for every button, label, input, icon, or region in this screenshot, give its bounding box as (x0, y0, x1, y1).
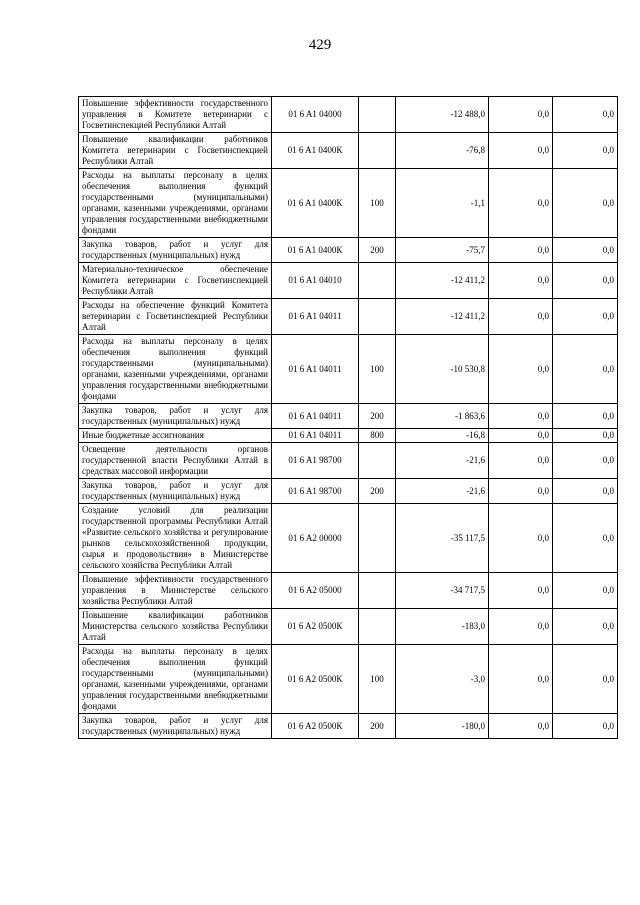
table-row (79, 133, 618, 169)
row-sum-cell: -10 530,8 (396, 335, 489, 404)
table-row (79, 429, 618, 443)
row-value2-cell: 0,0 (489, 169, 553, 238)
row-type-cell: 200 (359, 238, 396, 263)
row-code-cell: 01 6 A2 0500К (272, 609, 359, 645)
row-type-cell: 100 (359, 645, 396, 714)
row-value3-cell: 0,0 (553, 645, 618, 714)
row-value2-cell: 0,0 (489, 504, 553, 573)
row-code-cell: 01 6 A1 04011 (272, 335, 359, 404)
table-row (79, 609, 618, 645)
row-value2-cell: 0,0 (489, 97, 553, 133)
budget-table (78, 96, 618, 739)
row-value3-cell: 0,0 (553, 443, 618, 479)
row-value2-cell: 0,0 (489, 263, 553, 299)
row-value2-cell: 0,0 (489, 573, 553, 609)
row-name-cell: Расходы на выплаты персоналу в целях обеспечения выполнения функций государственными (муниципальными) органами, казенными учреждениями, органами управления государственными внебюджетными фондами (79, 645, 272, 714)
page-number: 429 (308, 37, 332, 53)
row-name-cell: Повышение эффективности государственного управления в Комитете ветеринарии с Госветинспекцией Республики Алтай (79, 97, 272, 133)
row-type-cell (359, 263, 396, 299)
row-type-cell: 100 (359, 169, 396, 238)
row-type-cell: 800 (359, 429, 396, 443)
table-row (79, 169, 618, 238)
table-row (79, 299, 618, 335)
row-code-cell: 01 6 A2 00000 (272, 504, 359, 573)
row-name-cell: Закупка товаров, работ и услуг для государственных (муниципальных) нужд (79, 479, 272, 504)
row-code-cell: 01 6 A1 98700 (272, 443, 359, 479)
table-row (79, 263, 618, 299)
table-row (79, 404, 618, 429)
row-type-cell (359, 133, 396, 169)
row-code-cell: 01 6 A1 98700 (272, 479, 359, 504)
row-sum-cell: -76,8 (396, 133, 489, 169)
row-sum-cell: -34 717,5 (396, 573, 489, 609)
row-value3-cell: 0,0 (553, 238, 618, 263)
row-sum-cell: -1 863,6 (396, 404, 489, 429)
table-row (79, 645, 618, 714)
row-code-cell: 01 6 A1 04010 (272, 263, 359, 299)
row-value2-cell: 0,0 (489, 479, 553, 504)
row-value2-cell: 0,0 (489, 299, 553, 335)
row-value2-cell: 0,0 (489, 429, 553, 443)
row-value3-cell: 0,0 (553, 429, 618, 443)
row-type-cell: 200 (359, 479, 396, 504)
row-name-cell: Расходы на выплаты персоналу в целях обеспечения выполнения функций государственными (муниципальными) органами, казенными учреждениями, органами управления государственными внебюджетными фондами (79, 335, 272, 404)
row-name-cell: Расходы на выплаты персоналу в целях обеспечения выполнения функций государственными (муниципальными) органами, казенными учреждениями, органами управления государственными внебюджетными фондами (79, 169, 272, 238)
row-sum-cell: -35 117,5 (396, 504, 489, 573)
table-row (79, 238, 618, 263)
row-type-cell (359, 299, 396, 335)
row-name-cell: Материально-техническое обеспечение Комитета ветеринарии с Госветинспекцией Республики Алтай (79, 263, 272, 299)
row-value2-cell: 0,0 (489, 133, 553, 169)
row-sum-cell: -183,0 (396, 609, 489, 645)
row-code-cell: 01 6 A1 04011 (272, 429, 359, 443)
row-value3-cell: 0,0 (553, 133, 618, 169)
row-sum-cell: -180,0 (396, 714, 489, 739)
row-code-cell: 01 6 A1 0400К (272, 238, 359, 263)
table-row (79, 443, 618, 479)
row-sum-cell: -16,8 (396, 429, 489, 443)
row-code-cell: 01 6 A1 04011 (272, 404, 359, 429)
row-sum-cell: -12 411,2 (396, 263, 489, 299)
row-type-cell: 100 (359, 335, 396, 404)
table-row (79, 97, 618, 133)
row-type-cell (359, 443, 396, 479)
row-name-cell: Закупка товаров, работ и услуг для государственных (муниципальных) нужд (79, 714, 272, 739)
row-value2-cell: 0,0 (489, 714, 553, 739)
row-value2-cell: 0,0 (489, 238, 553, 263)
table-row (79, 504, 618, 573)
row-name-cell: Закупка товаров, работ и услуг для государственных (муниципальных) нужд (79, 238, 272, 263)
row-code-cell: 01 6 A2 0500К (272, 714, 359, 739)
row-sum-cell: -3,0 (396, 645, 489, 714)
row-code-cell: 01 6 A1 0400К (272, 169, 359, 238)
row-value2-cell: 0,0 (489, 335, 553, 404)
row-sum-cell: -75,7 (396, 238, 489, 263)
row-type-cell: 200 (359, 404, 396, 429)
row-code-cell: 01 6 A1 0400К (272, 133, 359, 169)
row-sum-cell: -21,6 (396, 479, 489, 504)
row-value2-cell: 0,0 (489, 609, 553, 645)
row-value3-cell: 0,0 (553, 573, 618, 609)
row-name-cell: Повышение квалификации работников Министерства сельского хозяйства Республики Алтай (79, 609, 272, 645)
row-value2-cell: 0,0 (489, 404, 553, 429)
table-row (79, 573, 618, 609)
budget-table-body (79, 97, 618, 739)
row-sum-cell: -21,6 (396, 443, 489, 479)
row-value3-cell: 0,0 (553, 504, 618, 573)
row-sum-cell: -12 411,2 (396, 299, 489, 335)
row-value3-cell: 0,0 (553, 404, 618, 429)
row-type-cell (359, 573, 396, 609)
row-value3-cell: 0,0 (553, 609, 618, 645)
row-code-cell: 01 6 A1 04000 (272, 97, 359, 133)
table-row (79, 479, 618, 504)
row-sum-cell: -1,1 (396, 169, 489, 238)
row-name-cell: Создание условий для реализации государственной программы Республики Алтай «Развитие сельского хозяйства и регулирование рынков сельскохозяйственной продукции, сырья и продовольствия» в Министерстве сельского хозяйства Республики Алтай (79, 504, 272, 573)
row-name-cell: Закупка товаров, работ и услуг для государственных (муниципальных) нужд (79, 404, 272, 429)
row-name-cell: Повышение квалификации работников Комитета ветеринарии с Госветинспекцией Республики Алтай (79, 133, 272, 169)
row-code-cell: 01 6 A2 05000 (272, 573, 359, 609)
row-value3-cell: 0,0 (553, 299, 618, 335)
row-type-cell: 200 (359, 714, 396, 739)
row-type-cell (359, 97, 396, 133)
row-type-cell (359, 504, 396, 573)
row-code-cell: 01 6 A1 04011 (272, 299, 359, 335)
table-row (79, 335, 618, 404)
row-value2-cell: 0,0 (489, 645, 553, 714)
row-value3-cell: 0,0 (553, 479, 618, 504)
row-value3-cell: 0,0 (553, 263, 618, 299)
row-value3-cell: 0,0 (553, 97, 618, 133)
row-code-cell: 01 6 A2 0500К (272, 645, 359, 714)
row-name-cell: Повышение эффективности государственного управления в Министерстве сельского хозяйства Республики Алтай (79, 573, 272, 609)
row-name-cell: Освещение деятельности органов государственной власти Республики Алтай в средствах массовой информации (79, 443, 272, 479)
row-name-cell: Иные бюджетные ассигнования (79, 429, 272, 443)
row-sum-cell: -12 488,0 (396, 97, 489, 133)
row-value3-cell: 0,0 (553, 714, 618, 739)
row-type-cell (359, 609, 396, 645)
row-value3-cell: 0,0 (553, 169, 618, 238)
table-row (79, 714, 618, 739)
row-value3-cell: 0,0 (553, 335, 618, 404)
row-name-cell: Расходы на обеспечение функций Комитета ветеринарии с Госветинспекцией Республики Алтай (79, 299, 272, 335)
row-value2-cell: 0,0 (489, 443, 553, 479)
